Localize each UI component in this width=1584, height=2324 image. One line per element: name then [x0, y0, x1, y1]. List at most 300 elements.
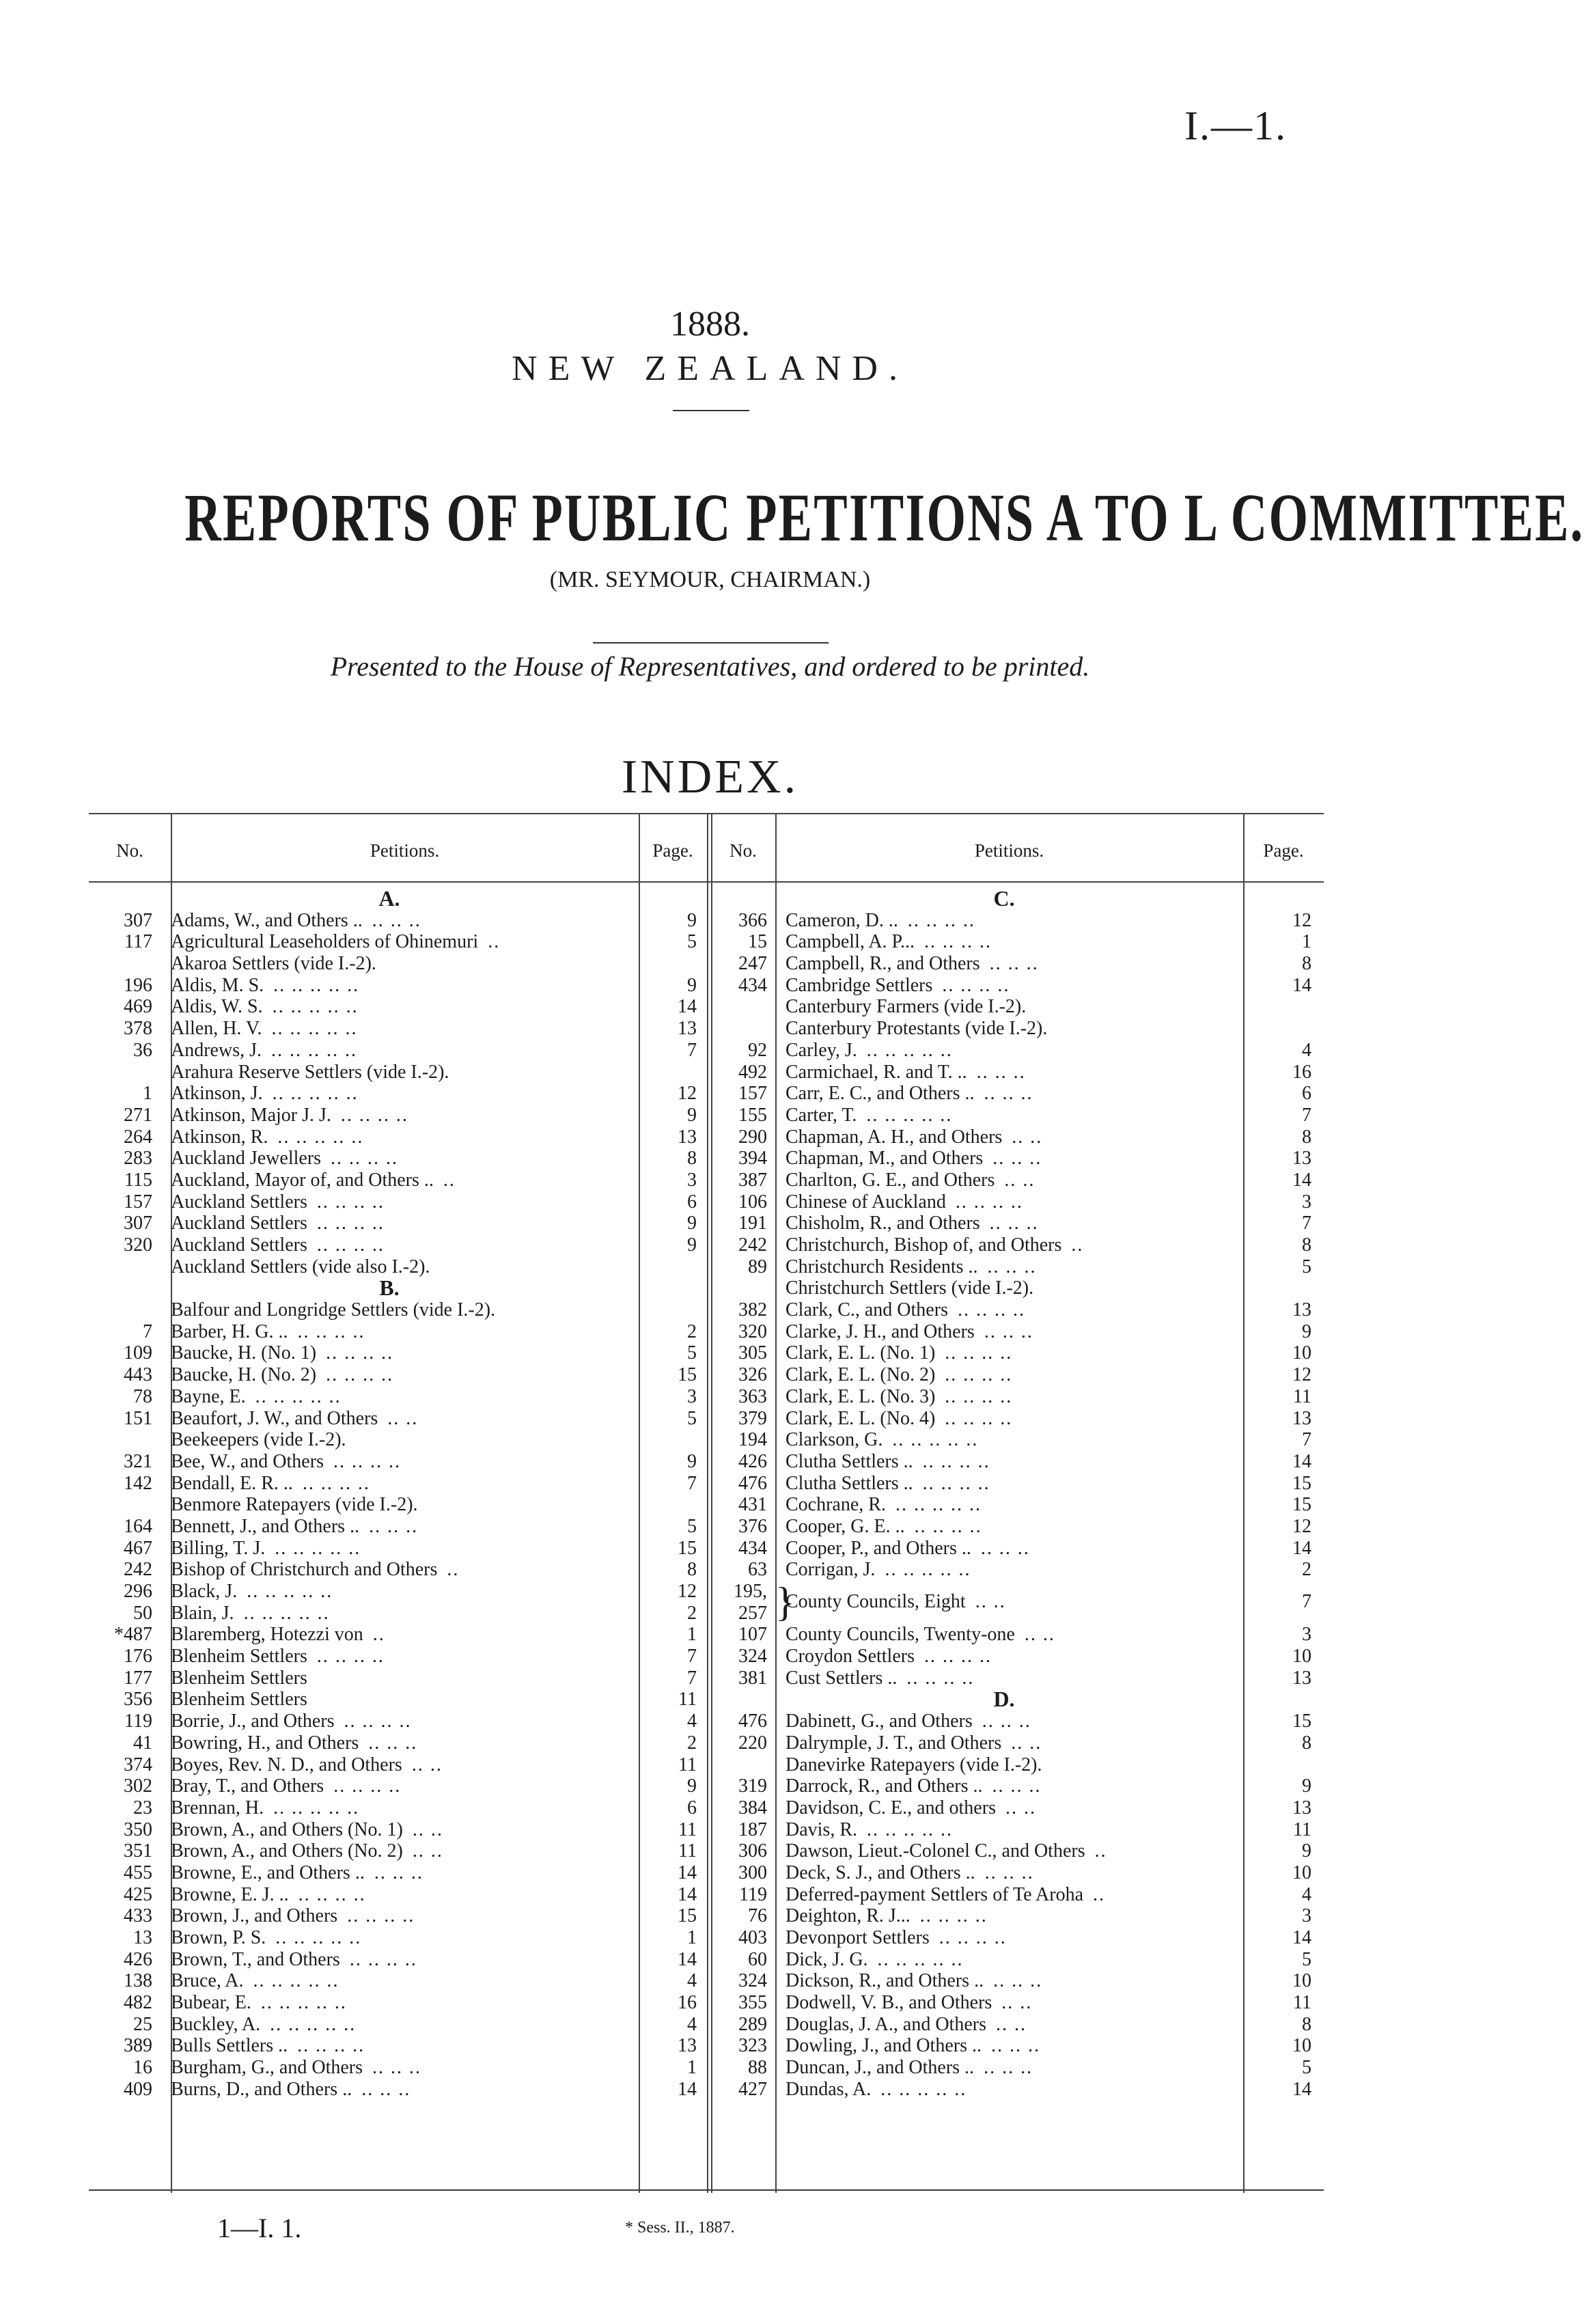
entry-petition — [786, 1170, 1035, 1191]
dot-leaders: .. .. .. .. .. — [866, 1104, 953, 1126]
entry-number: 88 — [748, 2057, 767, 2079]
entry-petition — [786, 1754, 1052, 1776]
entry-page: 10 — [1292, 1970, 1311, 1992]
entry-number: 155 — [738, 1104, 767, 1126]
entry-page: 10 — [1292, 1342, 1311, 1364]
entry-page: 10 — [1292, 2035, 1311, 2057]
index-entry — [89, 1148, 707, 1170]
dot-leaders: .. .. .. .. — [297, 1320, 365, 1342]
index-entry — [704, 1105, 1324, 1126]
petition-name: Canterbury Farmers (vide I.-2). — [786, 996, 1027, 1018]
entry-page: 1 — [687, 2057, 697, 2079]
petition-name: Bray, T., and Others — [171, 1775, 324, 1797]
entry-number: 427 — [738, 2078, 767, 2100]
petition-name: Carley, J. — [786, 1039, 857, 1061]
entry-petition — [786, 1105, 952, 1126]
index-column-right — [704, 888, 1324, 2101]
entry-petition — [171, 2057, 421, 2079]
chairman-note: (MR. SEYMOUR, CHAIRMAN.) — [549, 567, 871, 592]
dot-leaders: .. .. .. .. — [922, 1472, 990, 1494]
entry-petition — [786, 1148, 1042, 1170]
dot-leaders: .. .. .. .. — [331, 1148, 399, 1170]
index-entry — [704, 1797, 1324, 1819]
entry-page: 8 — [1302, 1732, 1311, 1754]
entry-page: 2 — [687, 1602, 697, 1624]
header-petitions-right: Petitions. — [974, 840, 1044, 861]
dot-leaders: .. .. .. .. — [316, 1191, 385, 1213]
index-entry — [704, 1624, 1324, 1646]
index-entry — [89, 910, 707, 932]
dot-leaders: .. .. — [1024, 1624, 1055, 1646]
dot-leaders: .. .. .. — [984, 1862, 1034, 1883]
dot-leaders: .. .. .. — [989, 1213, 1039, 1234]
entry-petition — [171, 996, 359, 1018]
index-entry — [89, 1538, 707, 1560]
entry-page: 4 — [1302, 1883, 1311, 1905]
entry-petition — [171, 1624, 385, 1646]
entry-page: 6 — [687, 1191, 697, 1213]
entry-page: 11 — [1293, 1992, 1311, 2014]
entry-number: 257 — [738, 1602, 767, 1624]
index-entry — [704, 1581, 1324, 1624]
entry-page: 14 — [678, 996, 697, 1018]
entry-petition — [786, 910, 975, 932]
dot-leaders: .. .. .. .. — [316, 1234, 385, 1256]
dot-leaders: .. .. .. .. — [914, 1515, 982, 1537]
petition-name: Danevirke Ratepayers (vide I.-2). — [786, 1754, 1042, 1775]
petition-name: Bishop of Christchurch and Others — [171, 1559, 438, 1581]
entry-petition — [171, 1884, 366, 1906]
index-entry — [704, 1321, 1324, 1343]
dot-leaders: .. — [443, 1169, 456, 1191]
entry-page: 7 — [687, 1667, 697, 1689]
dot-leaders: .. — [1093, 1883, 1106, 1905]
petition-name: Browne, E. J. .. — [171, 1883, 289, 1905]
entry-page: 9 — [687, 909, 697, 931]
entry-petition — [171, 1797, 359, 1819]
index-entry — [89, 1797, 707, 1819]
dot-leaders: .. .. .. .. .. — [247, 1581, 333, 1602]
entry-petition — [786, 1797, 1036, 1819]
entry-page: 3 — [687, 1385, 697, 1407]
index-entry — [89, 1754, 707, 1776]
dot-leaders: .. .. .. .. — [945, 1364, 1013, 1386]
entry-number: 187 — [738, 1818, 767, 1840]
index-entry — [704, 1905, 1324, 1927]
entry-petition — [171, 1754, 443, 1776]
petition-name: Christchurch, Bishop of, and Others — [786, 1234, 1062, 1256]
petition-name: Deck, S. J., and Others .. — [786, 1862, 975, 1883]
index-entry — [89, 1105, 707, 1126]
index-entry — [89, 1408, 707, 1430]
index-entry — [704, 1256, 1324, 1278]
entry-petition — [171, 1191, 385, 1213]
index-entry — [89, 1062, 707, 1083]
entry-number: 164 — [124, 1515, 152, 1537]
index-entry — [89, 1949, 707, 1971]
index-entry — [89, 1018, 707, 1040]
entry-number: 443 — [124, 1364, 152, 1386]
entry-petition — [786, 1277, 1043, 1299]
entry-number: 60 — [748, 1948, 767, 1970]
entry-number: 382 — [738, 1299, 767, 1321]
petition-name: Campbell, R., and Others — [786, 953, 980, 975]
dot-leaders: .. .. .. .. — [906, 1667, 975, 1689]
entry-number: 366 — [738, 909, 767, 931]
petition-name: Chinese of Auckland — [786, 1191, 946, 1213]
dot-leaders: .. .. .. — [372, 2057, 421, 2079]
entry-petition — [171, 1321, 365, 1343]
entry-number: 306 — [738, 1840, 767, 1862]
entry-petition — [171, 1970, 339, 1992]
entry-page: 16 — [1292, 1061, 1311, 1083]
entry-number: 242 — [738, 1234, 767, 1256]
index-entry — [704, 1062, 1324, 1083]
entry-page: 14 — [1292, 974, 1311, 996]
entry-number: 115 — [124, 1169, 152, 1191]
petition-name: Beekeepers (vide I.-2). — [171, 1429, 346, 1451]
entry-petition — [786, 2057, 1033, 2079]
dot-leaders: .. .. .. .. .. — [866, 1039, 953, 1061]
petition-name: Brennan, H. — [171, 1797, 264, 1818]
entry-petition — [171, 910, 421, 932]
entry-page: 8 — [687, 1559, 697, 1581]
section-letter — [704, 1689, 1324, 1711]
entry-petition — [786, 1559, 971, 1581]
dot-leaders: .. .. .. .. .. — [885, 1559, 971, 1581]
entry-petition — [786, 1234, 1083, 1256]
index-entry — [704, 1668, 1324, 1689]
dot-leaders: .. — [1094, 1840, 1107, 1862]
entry-number: 107 — [738, 1624, 767, 1646]
entry-page: 12 — [1292, 1364, 1311, 1386]
entry-petition — [171, 1862, 423, 1884]
entry-page: 6 — [687, 1797, 697, 1818]
petition-name: Cust Settlers .. — [786, 1667, 898, 1689]
entry-page: 15 — [1292, 1472, 1311, 1494]
entry-petition — [786, 1364, 1012, 1386]
dot-leaders: .. .. .. .. .. — [895, 1494, 982, 1516]
petition-name: Chapman, A. H., and Others — [786, 1126, 1003, 1148]
entry-page: 7 — [687, 1472, 697, 1494]
entry-petition — [786, 931, 992, 953]
index-entry — [704, 2057, 1324, 2079]
index-entry — [89, 1256, 707, 1278]
entry-number: 271 — [124, 1104, 152, 1126]
petition-name: Auckland Settlers (vide also I.-2). — [171, 1256, 430, 1277]
entry-petition — [786, 1256, 1037, 1278]
entry-petition — [786, 1905, 988, 1927]
entry-number: 220 — [738, 1732, 767, 1754]
entry-petition — [786, 1668, 974, 1689]
index-entry — [89, 1213, 707, 1234]
index-entry — [704, 1711, 1324, 1732]
entry-page: 5 — [687, 1407, 697, 1429]
dot-leaders: .. .. .. .. — [919, 1905, 988, 1927]
dot-leaders: .. .. .. .. — [924, 931, 992, 953]
entry-page: 14 — [1292, 1169, 1311, 1191]
entry-number: 92 — [748, 1039, 767, 1061]
petition-name: Chisholm, R., and Others — [786, 1213, 980, 1234]
entry-page: 7 — [1302, 1591, 1311, 1612]
dot-leaders: .. .. .. .. .. — [243, 1602, 330, 1624]
entry-page: 7 — [687, 1039, 697, 1061]
index-entry — [89, 2057, 707, 2079]
entry-petition — [171, 1234, 385, 1256]
entry-number: 50 — [133, 1602, 152, 1624]
dot-leaders: .. .. .. .. .. — [255, 1385, 342, 1407]
petition-name: Christchurch Settlers (vide I.-2). — [786, 1277, 1034, 1299]
index-entry — [704, 931, 1324, 953]
entry-number: 378 — [124, 1018, 152, 1040]
entry-page: 8 — [1302, 953, 1311, 975]
dot-leaders: .. .. .. — [368, 1732, 418, 1754]
entry-petition — [786, 1970, 1042, 1992]
petition-name: Buckley, A. — [171, 2013, 261, 2035]
entry-page: 3 — [1302, 1191, 1311, 1213]
petition-name: Blaremberg, Hotezzi von — [171, 1624, 363, 1646]
petition-name: Black, J. — [171, 1581, 238, 1602]
petition-name: Cooper, G. E. .. — [786, 1515, 905, 1537]
dot-leaders: .. .. .. .. .. — [892, 1429, 979, 1451]
index-entry — [89, 931, 707, 953]
petition-name: Atkinson, R. — [171, 1126, 268, 1148]
entry-petition — [171, 1819, 443, 1841]
entry-number: 16 — [133, 2057, 152, 2079]
dot-leaders: .. .. .. .. — [939, 1927, 1007, 1949]
entry-page: 7 — [1302, 1104, 1311, 1126]
entry-page: 8 — [1302, 1234, 1311, 1256]
entry-page: 11 — [678, 1754, 697, 1775]
entry-number: 76 — [748, 1905, 767, 1927]
section-letter — [89, 1277, 707, 1299]
entry-petition — [171, 2035, 365, 2057]
dot-leaders: .. .. — [1005, 1797, 1036, 1818]
index-entry — [704, 1342, 1324, 1364]
index-entry — [89, 1342, 707, 1364]
petition-name: Boyes, Rev. N. D., and Others — [171, 1754, 402, 1775]
entry-number: 176 — [124, 1646, 152, 1668]
dot-leaders: .. .. .. .. — [298, 1883, 366, 1905]
index-entry — [89, 1559, 707, 1581]
entry-petition — [171, 1213, 385, 1234]
petition-name: Cochrane, R. — [786, 1494, 886, 1516]
dot-leaders: .. .. .. .. .. — [271, 1018, 358, 1040]
entry-page: 11 — [678, 1840, 697, 1862]
petition-name: Deighton, R. J... — [786, 1905, 911, 1927]
petition-name: Croydon Settlers — [786, 1646, 915, 1668]
entry-number: 191 — [738, 1213, 767, 1234]
dot-leaders: .. .. .. .. — [333, 1450, 401, 1472]
petition-name: Clark, C., and Others — [786, 1299, 948, 1321]
short-divider — [673, 410, 749, 411]
section-letter-text: D. — [993, 1687, 1015, 1712]
entry-petition — [171, 1299, 505, 1321]
entry-petition — [171, 1668, 317, 1689]
index-entry — [89, 1451, 707, 1473]
dot-leaders: .. .. .. .. — [326, 1342, 394, 1364]
entry-page: 9 — [1302, 1775, 1311, 1797]
entry-page: 4 — [687, 2013, 697, 2035]
petition-name: Allen, H. V. — [171, 1018, 262, 1040]
index-table — [89, 813, 1324, 2193]
petition-name: County Councils, Eight — [786, 1591, 966, 1612]
index-entry — [89, 1970, 707, 1992]
entry-page: 1 — [687, 1624, 697, 1646]
petition-name: Bee, W., and Others — [171, 1450, 324, 1472]
header-page-right: Page. — [1263, 840, 1304, 861]
petition-name: Cameron, D. .. — [786, 909, 898, 931]
entry-number: 78 — [133, 1385, 152, 1407]
entry-number: 36 — [133, 1039, 152, 1061]
petition-name: Clark, E. L. (No. 2) — [786, 1364, 936, 1386]
petition-name: Cambridge Settlers — [786, 974, 933, 996]
entry-number: 476 — [738, 1711, 767, 1732]
entry-petition — [786, 1429, 978, 1451]
index-entry — [89, 1689, 707, 1711]
dot-leaders: .. .. .. .. — [907, 909, 975, 931]
entry-petition — [171, 1126, 363, 1148]
petition-name: Baucke, H. (No. 2) — [171, 1364, 317, 1386]
page-reference: I.—1. — [1184, 103, 1287, 148]
index-entry — [704, 1840, 1324, 1862]
entry-petition — [786, 1949, 964, 1971]
petition-name: Clutha Settlers .. — [786, 1450, 913, 1472]
entry-number: 434 — [738, 1537, 767, 1559]
petition-name: Bendall, E. R. .. — [171, 1472, 293, 1494]
petition-name: Chapman, M., and Others — [786, 1148, 984, 1170]
petition-name: Darrock, R., and Others .. — [786, 1775, 983, 1797]
entry-page: 16 — [678, 1992, 697, 2014]
index-entry — [89, 1840, 707, 1862]
entry-page: 14 — [1292, 1927, 1311, 1949]
entry-petition — [786, 1342, 1012, 1364]
section-letter — [704, 888, 1324, 910]
petition-name: Charlton, G. E., and Others — [786, 1169, 995, 1191]
dot-leaders: .. .. .. — [984, 2057, 1033, 2079]
entry-petition — [171, 1408, 418, 1430]
index-entry — [704, 1884, 1324, 1906]
entry-petition — [786, 1494, 982, 1516]
section-letter — [89, 888, 707, 910]
entry-petition — [786, 1451, 990, 1473]
dot-leaders: .. .. .. .. — [347, 1905, 415, 1927]
entry-number: 320 — [738, 1320, 767, 1342]
entry-page: 5 — [687, 931, 697, 953]
petition-name: Carmichael, R. and T. .. — [786, 1061, 967, 1083]
petition-name: Bruce, A. — [171, 1970, 244, 1992]
entry-number: 300 — [738, 1862, 767, 1883]
entry-page: 11 — [1293, 1818, 1311, 1840]
entry-petition — [786, 1646, 992, 1668]
petition-name: Blain, J. — [171, 1602, 234, 1624]
petition-name: Blenheim Settlers — [171, 1646, 307, 1668]
entry-number: 469 — [124, 996, 152, 1018]
entry-number: 350 — [124, 1818, 152, 1840]
entry-page: 11 — [678, 1689, 697, 1711]
entry-page: 8 — [687, 1148, 697, 1170]
index-entry — [704, 1927, 1324, 1949]
index-entry — [704, 1732, 1324, 1754]
petition-name: Akaroa Settlers (vide I.-2). — [171, 953, 376, 975]
entry-number: 363 — [738, 1385, 767, 1407]
index-entry — [704, 1234, 1324, 1256]
petition-name: Brown, P. S. — [171, 1927, 266, 1948]
petition-name: Burgham, G., and Others — [171, 2057, 363, 2079]
entry-petition — [171, 2079, 411, 2101]
dot-leaders: .. .. — [975, 1591, 1006, 1612]
dot-leaders: .. .. .. .. — [945, 1385, 1013, 1407]
report-title: REPORTS OF PUBLIC PETITIONS A TO L COMMITTEE. — [184, 480, 1584, 555]
entry-petition — [171, 1646, 385, 1668]
entry-number: 307 — [124, 1213, 152, 1234]
index-entry — [89, 1646, 707, 1668]
entry-petition — [786, 1591, 1006, 1613]
entry-page: 11 — [1293, 1385, 1311, 1407]
entry-number: 409 — [124, 2078, 152, 2100]
entry-petition — [171, 1581, 333, 1603]
entry-petition — [786, 1840, 1107, 1862]
entry-number: 142 — [124, 1472, 152, 1494]
index-entry — [89, 1905, 707, 1927]
entry-number: 379 — [738, 1407, 767, 1429]
index-entry — [89, 1170, 707, 1191]
dot-leaders: .. .. .. — [374, 1862, 423, 1883]
entry-number: 351 — [124, 1840, 152, 1862]
dot-leaders: .. .. .. .. — [340, 1104, 408, 1126]
petition-name: Dundas, A. — [786, 2078, 872, 2100]
entry-petition — [786, 996, 1036, 1018]
index-entry — [704, 1364, 1324, 1386]
entry-page: 14 — [678, 2078, 697, 2100]
entry-petition — [786, 1040, 953, 1062]
petition-name: Dalrymple, J. T., and Others — [786, 1732, 1002, 1754]
index-entry — [89, 1862, 707, 1884]
index-entry — [704, 1970, 1324, 1992]
index-entry — [704, 1992, 1324, 2014]
entry-number: 106 — [738, 1191, 767, 1213]
petition-name: Davidson, C. E., and others — [786, 1797, 996, 1818]
index-entry — [704, 1018, 1324, 1040]
entry-number: 151 — [124, 1407, 152, 1429]
dot-leaders: .. .. .. .. .. — [273, 974, 360, 996]
index-entry — [89, 1603, 707, 1624]
entry-number: *487 — [114, 1624, 152, 1646]
petition-name: Atkinson, J. — [171, 1083, 263, 1105]
entry-number: 426 — [738, 1450, 767, 1472]
entry-petition — [171, 1451, 401, 1473]
entry-page: 5 — [1302, 1948, 1311, 1970]
petition-name: Cooper, P., and Others .. — [786, 1537, 971, 1559]
index-column-left — [89, 888, 707, 2101]
dot-leaders: .. .. .. .. — [297, 2035, 365, 2057]
entry-petition — [171, 1105, 408, 1126]
petition-name: Beaufort, J. W., and Others — [171, 1407, 378, 1429]
petition-name: Auckland Settlers — [171, 1213, 307, 1234]
entry-number: 319 — [738, 1775, 767, 1797]
dot-leaders: .. .. .. .. .. — [272, 996, 359, 1018]
dot-leaders: .. .. — [412, 1840, 443, 1862]
entry-petition — [171, 1018, 358, 1040]
entry-page: 2 — [687, 1732, 697, 1754]
entry-petition — [171, 1992, 347, 2014]
dot-leaders: .. .. — [1011, 1732, 1042, 1754]
index-entry — [704, 996, 1324, 1018]
petition-name: Auckland Settlers — [171, 1191, 307, 1213]
entry-petition — [786, 1213, 1039, 1234]
entry-page: 7 — [687, 1646, 697, 1668]
table-top-rule — [89, 813, 1324, 814]
